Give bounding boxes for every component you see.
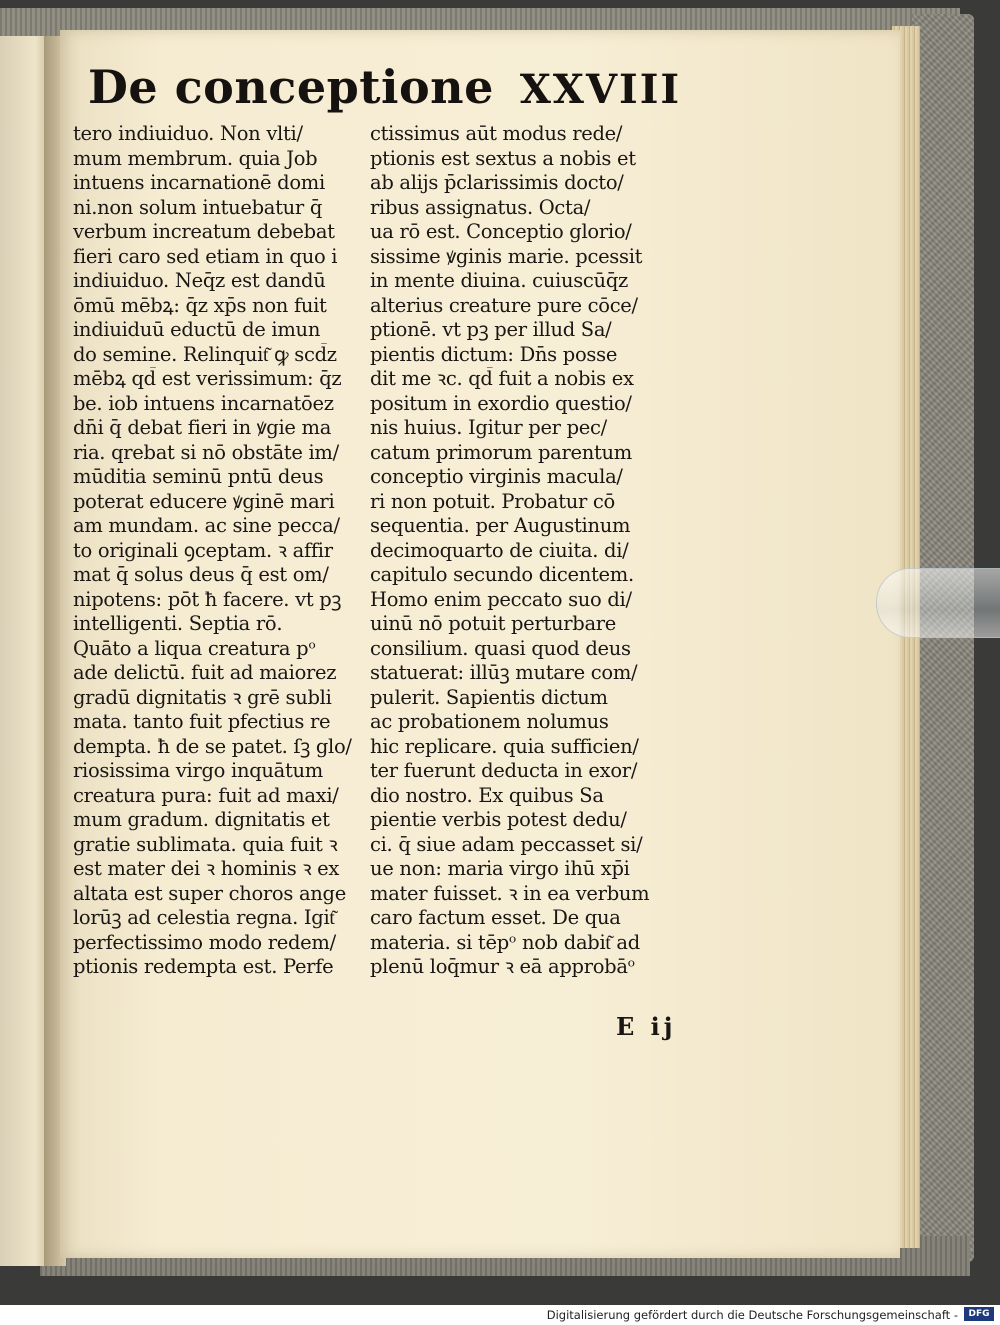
text-line: indiuiduo. Neq̄z est dandū bbox=[73, 269, 326, 292]
text-line: ade delictū. fuit ad maiorez bbox=[73, 661, 337, 684]
text-line: positum in exordio questio/ bbox=[370, 391, 632, 415]
text-line: mata. tanto fuit pfectius re bbox=[73, 710, 331, 733]
text-line: hic replicare. quia sufficien/ bbox=[370, 734, 639, 758]
text-line: ue non: maria virgo ihū xp̄i bbox=[370, 857, 630, 880]
text-line: Quāto a liqua creatura pᵒ bbox=[73, 636, 316, 660]
text-line: pientis dictum: Dn̄s posse bbox=[370, 342, 618, 366]
text-line: est mater dei ꝛ hominis ꝛ ex bbox=[73, 857, 340, 880]
text-line: ci. q̄ siue adam peccasset si/ bbox=[370, 832, 643, 856]
running-title: De conceptione bbox=[88, 60, 494, 114]
text-line: ctissimus aūt modus rede/ bbox=[370, 122, 623, 145]
text-line: gratie sublimata. quia fuit ꝛ bbox=[73, 832, 338, 856]
text-line: to originali ꝯceptam. ꝛ affir bbox=[73, 538, 333, 562]
text-line: dio nostro. Ex quibus Sa bbox=[370, 783, 604, 807]
text-line: sissime ꝟginis marie. pcessit bbox=[370, 244, 643, 268]
book-cover-right-board bbox=[912, 14, 974, 1262]
text-line: am mundam. ac sine pecca/ bbox=[73, 514, 340, 537]
text-line: uinū nō potuit perturbare bbox=[370, 612, 617, 635]
text-line: gradū dignitatis ꝛ grē subli bbox=[73, 685, 332, 709]
text-line: ōmū mēbꝝ: q̄z xp̄s non fuit bbox=[73, 293, 327, 317]
text-line: in mente diuina. cuiuscūq̄z bbox=[370, 269, 628, 292]
text-line: Homo enim peccato suo di/ bbox=[370, 587, 632, 611]
text-line: conceptio virginis macula/ bbox=[370, 465, 623, 488]
text-line: altata est super choros ange bbox=[73, 881, 346, 905]
text-line: ua rō est. Conceptio glorio/ bbox=[370, 220, 632, 243]
text-line: ri non potuit. Probatur cō bbox=[370, 489, 615, 513]
text-line: capitulo secundo dicentem. bbox=[370, 563, 634, 586]
dfg-logo: DFG bbox=[964, 1307, 994, 1321]
text-line: indiuiduū eductū de imun bbox=[73, 318, 321, 341]
text-line: plenū loq̄mur ꝛ eā approbāᵒ bbox=[370, 955, 635, 978]
text-line: lorūꝫ ad celestia regna. Igit͂ bbox=[73, 906, 335, 929]
text-line: ribus assignatus. Octa/ bbox=[370, 195, 591, 219]
funding-credit: Digitalisierung gefördert durch die Deutsche Forschungsgemeinschaft - bbox=[546, 1308, 958, 1322]
footer-bar bbox=[0, 1305, 1000, 1325]
text-line: mat q̄ solus deus q̄ est om/ bbox=[73, 563, 329, 586]
text-line: perfectissimo modo redem/ bbox=[73, 930, 336, 954]
text-line: intelligenti. Septia rō. bbox=[73, 612, 283, 635]
text-line: nis huius. Igitur per pec/ bbox=[370, 416, 607, 439]
text-line: ria. qrebat si nō obstāte im/ bbox=[73, 440, 339, 464]
text-line: ni.non solum intuebatur q̄ bbox=[73, 195, 323, 219]
page-clip bbox=[876, 568, 1000, 638]
text-line: statuerat: illūꝫ mutare com/ bbox=[370, 661, 638, 684]
text-line: materia. si tēpᵒ nob dabit͂ ad bbox=[370, 930, 640, 954]
text-column-right bbox=[370, 122, 660, 980]
text-line: decimoquarto de ciuita. di/ bbox=[370, 538, 629, 562]
text-column-left bbox=[73, 122, 363, 980]
signature-mark: E ij bbox=[616, 1012, 677, 1041]
text-line: mēbꝝ qd̄ est verissimum: q̄z bbox=[73, 367, 342, 390]
text-line: mater fuisset. ꝛ in ea verbum bbox=[370, 881, 650, 905]
text-line: intuens incarnationē domi bbox=[73, 171, 325, 194]
text-line: mum membrum. quia Job bbox=[73, 146, 318, 170]
text-line: ptionis redempta est. Perfe bbox=[73, 955, 334, 978]
text-line: pientie verbis potest dedu/ bbox=[370, 808, 627, 831]
text-line: caro factum esset. De qua bbox=[370, 906, 621, 929]
text-line: dempta. ħ de se patet. ſꝫ glo/ bbox=[73, 734, 352, 758]
text-line: pulerit. Sapientis dictum bbox=[370, 685, 608, 709]
text-line: ter fuerunt deducta in exor/ bbox=[370, 759, 638, 782]
text-line: mūditia seminū pntū deus bbox=[73, 465, 324, 488]
text-line: verbum increatum debebat bbox=[73, 220, 335, 243]
facing-page-edge bbox=[0, 36, 50, 1266]
text-line: mum gradum. dignitatis et bbox=[73, 808, 330, 831]
text-line: consilium. quasi quod deus bbox=[370, 636, 631, 660]
text-line: dit me ꝛc. qd̄ fuit a nobis ex bbox=[370, 367, 634, 390]
text-line: ac probationem nolumus bbox=[370, 710, 609, 733]
text-line: tero indiuiduo. Non vlti/ bbox=[73, 122, 303, 145]
text-line: do semine. Relinquit͂ ꝙ scd̄z bbox=[73, 342, 337, 366]
text-line: catum primorum parentum bbox=[370, 440, 632, 464]
running-header bbox=[88, 60, 682, 130]
text-line: ab alijs p̄clarissimis docto/ bbox=[370, 171, 624, 194]
text-line: dn̄i q̄ debat fieri in ꝟgie ma bbox=[73, 416, 332, 439]
text-line: riosissima virgo inquātum bbox=[73, 759, 323, 782]
text-line: be. iob intuens incarnatōez bbox=[73, 391, 334, 415]
text-line: ptionis est sextus a nobis et bbox=[370, 146, 636, 170]
text-line: ptionē. vt pꝫ per illud Sa/ bbox=[370, 318, 612, 341]
text-line: creatura pura: fuit ad maxi/ bbox=[73, 783, 339, 807]
text-line: poterat educere ꝟginē mari bbox=[73, 489, 335, 513]
folio-number: XXVIII bbox=[519, 66, 682, 113]
text-line: sequentia. per Augustinum bbox=[370, 514, 631, 537]
text-line: nipotens: pōt ħ facere. vt pꝫ bbox=[73, 587, 342, 611]
text-line: fieri caro sed etiam in quo i bbox=[73, 244, 338, 268]
text-line: alterius creature pure cōce/ bbox=[370, 293, 638, 317]
